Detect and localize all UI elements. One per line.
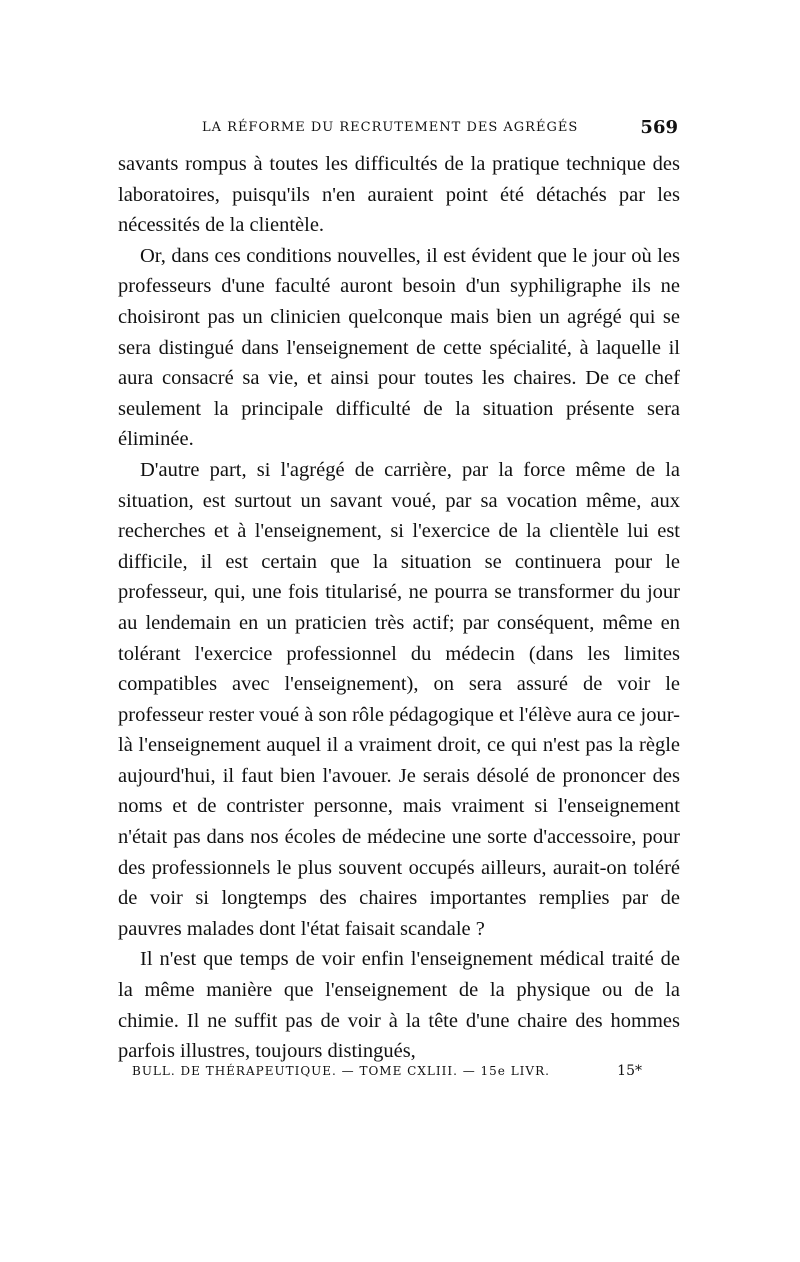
- running-title: LA RÉFORME DU RECRUTEMENT DES AGRÉGÉS: [202, 120, 579, 135]
- paragraph: Or, dans ces conditions nouvelles, il est évident que le jour où les professeurs d'une faculté auront besoin d'un syphiligraphe ils ne choisiront pas un clinicien quelconque mais bien un agrégé qui se sera distingué dans l'enseignement de cette spécialité, à laquelle il aura consacré sa vie, et ainsi pour toutes les chaires. De ce chef seulement la principale difficulté de la situation présente sera éliminée.: [118, 244, 680, 451]
- paragraph: D'autre part, si l'agrégé de carrière, par la force même de la situation, est surtout un savant voué, par sa vocation même, aux recherches et à l'enseignement, si l'exercice de la clientèle lui est difficile, il est certain que la situation se continuera pour le professeur, qui, une fois titularisé, ne pourra se transformer du jour au lendemain en un praticien très actif; par conséquent, même en tolérant l'exercice professionnel du médecin (dans les limites compatibles avec l'enseignement), on sera assuré de voir le professeur rester voué à son rôle pédagogique et l'élève aura ce jour-là l'enseignement auquel il a vraiment droit, ce qui n'est pas la règle aujourd'hui, il faut bien l'avouer. Je serais désolé de prononcer des noms et de contrister personne, mais vraiment si l'enseignement n'était pas dans nos écoles de médecine une sorte d'accessoire, pour des professionnels le plus souvent occupés ailleurs, aurait-on toléré de voir si longtemps des chaires importantes remplies par de pauvres malades dont l'état faisait scandale ?: [118, 458, 680, 940]
- page-footer: [118, 1064, 680, 1084]
- bulletin-footer: BULL. DE THÉRAPEUTIQUE. — TOME CXLIII. — 15e LIVR.: [132, 1064, 550, 1078]
- paragraph: Il n'est que temps de voir enfin l'enseignement médical traité de la même manière que l'enseignement de la physique ou de la chimie. Il ne suffit pas de voir à la tête d'une chaire des hommes parfois illustres, toujours distingués,: [118, 948, 680, 1063]
- body-text: [118, 149, 680, 1067]
- running-head: [118, 117, 680, 139]
- signature-mark: 15*: [617, 1063, 642, 1079]
- page-number: 569: [640, 117, 678, 138]
- paragraph-continued: savants rompus à toutes les difficultés de la pratique technique des laboratoires, puisqu'ils n'en auraient point été détachés par les nécessités de la clientèle.: [118, 153, 680, 237]
